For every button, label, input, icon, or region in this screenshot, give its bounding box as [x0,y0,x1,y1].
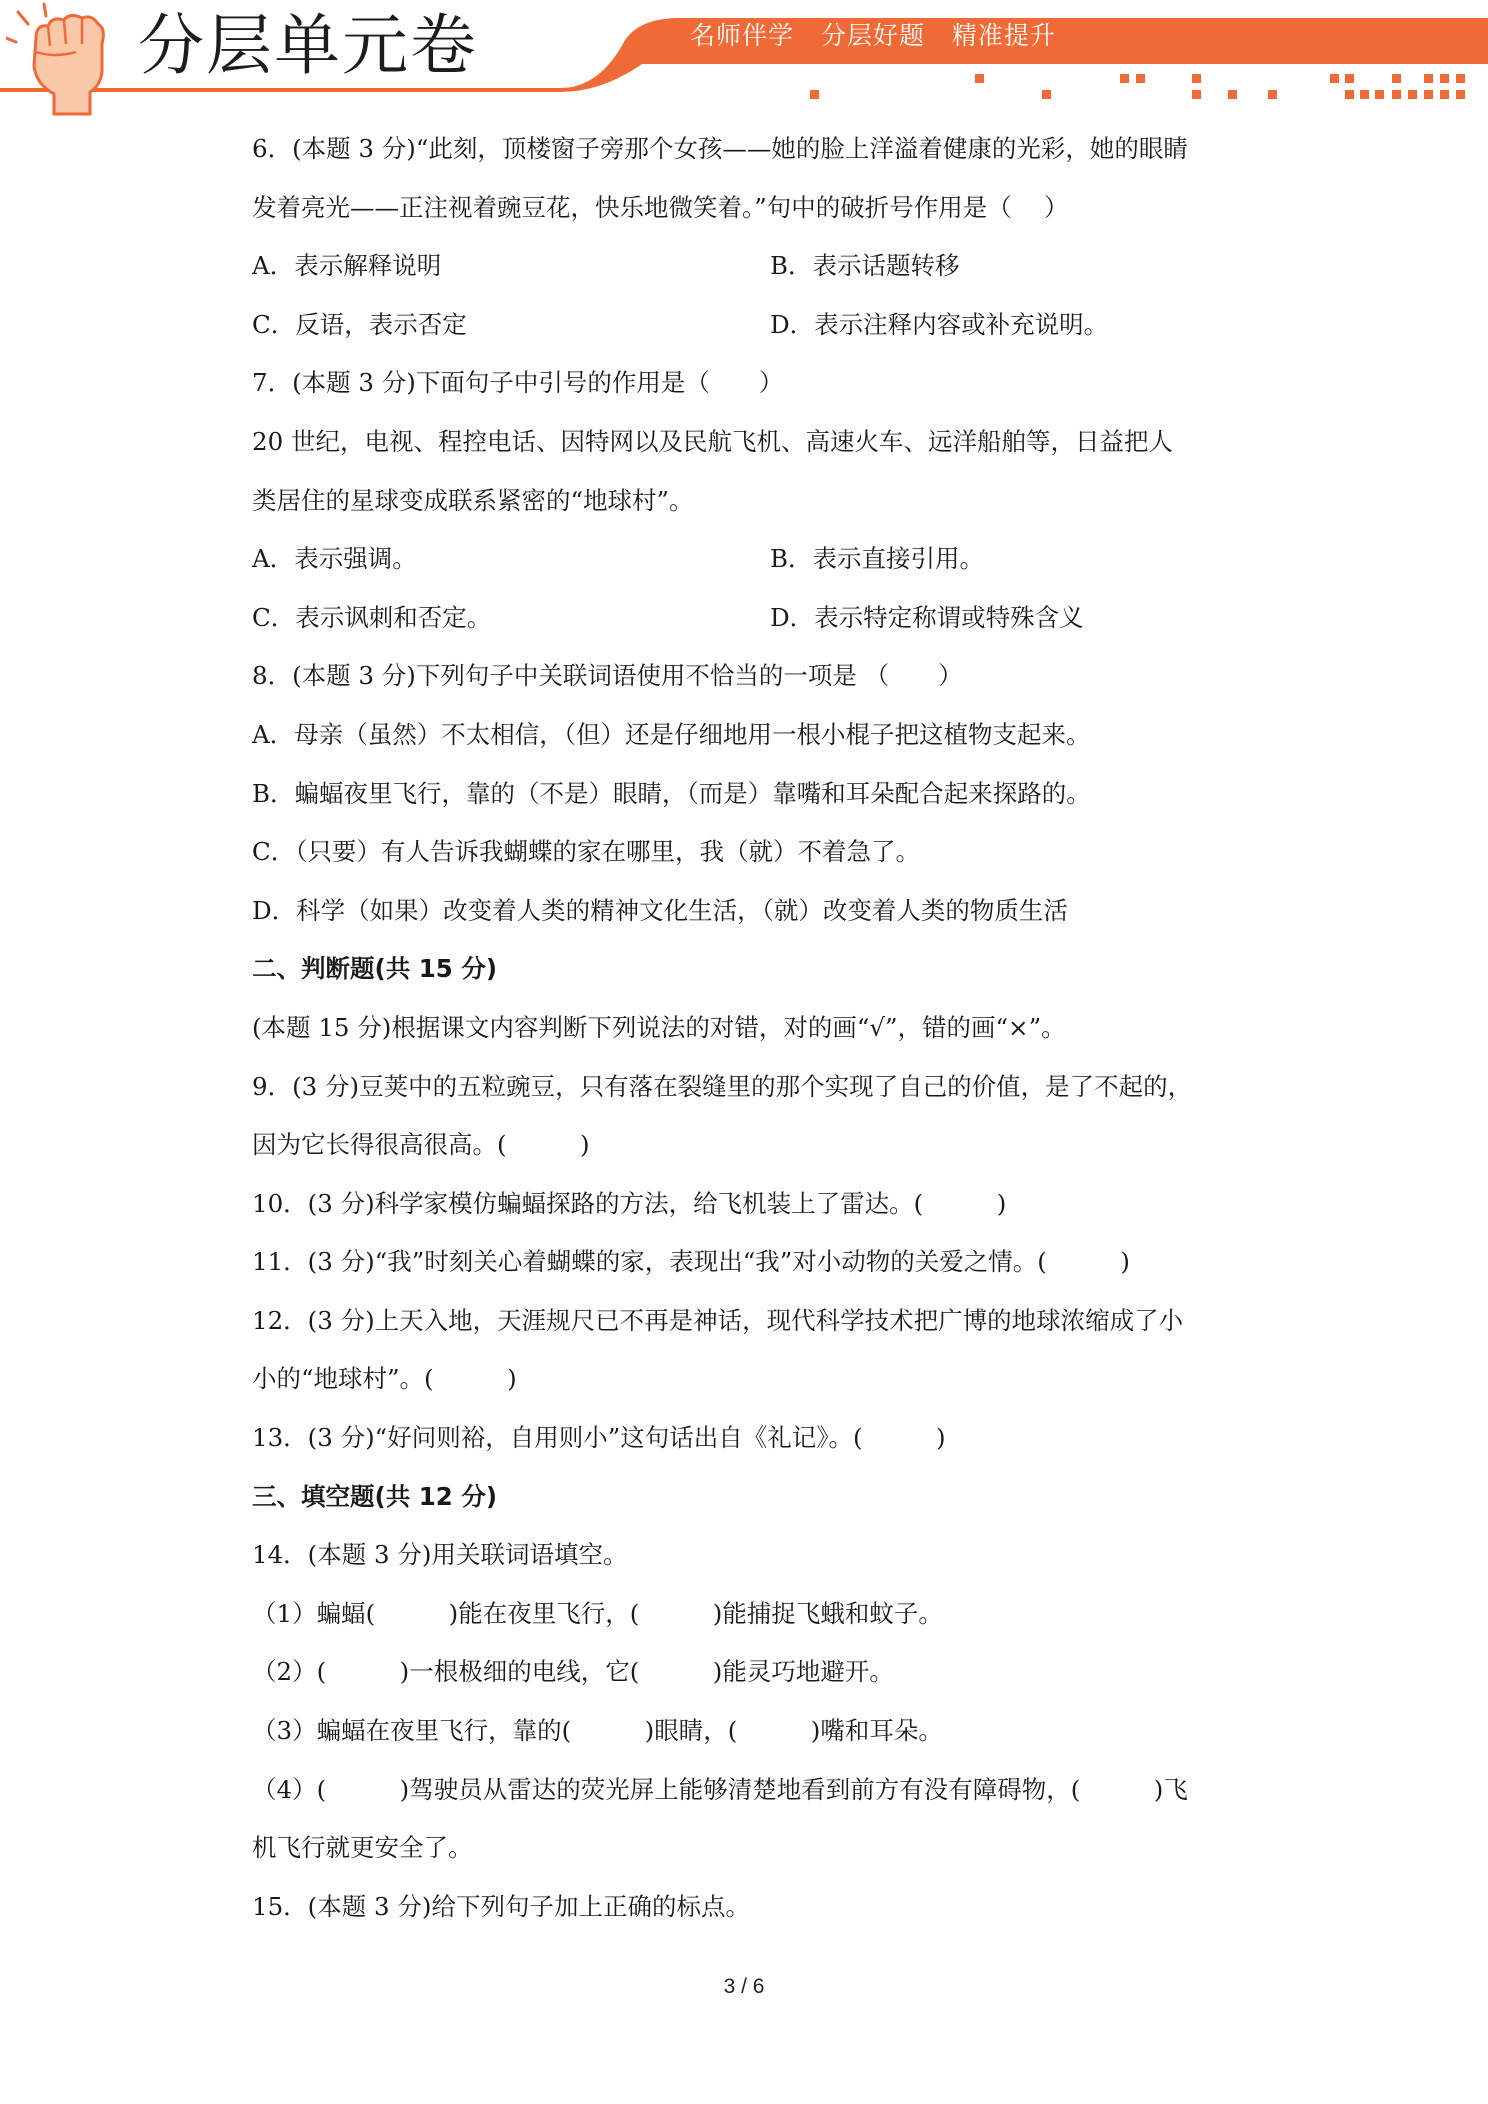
question-9-line-1: 9．(3 分)豆荚中的五粒豌豆，只有落在裂缝里的那个实现了自己的价值，是了不起的， [252,1071,1193,1101]
question-14-part-3: （3）蝙蝠在夜里飞行，靠的( )眼睛，( )嘴和耳朵。 [252,1716,943,1746]
question-14-part-1: （1）蝙蝠( )能在夜里飞行，( )能捕捉飞蛾和蚊子。 [252,1598,943,1628]
question-12-line-1: 12．(3 分)上天入地，天涯规尺已不再是神话，现代科学技术把广博的地球浓缩成了小 [252,1305,1184,1335]
question-8-option-a: A．母亲（虽然）不太相信，（但）还是仔细地用一根小棍子把这植物支起来。 [252,719,1091,749]
header-title: 分层单元卷 [138,7,478,84]
page-number: 3 / 6 [723,1975,765,1998]
question-10: 10．(3 分)科学家模仿蝙蝠探路的方法，给飞机装上了雷达。( ) [252,1188,1007,1218]
question-12-line-2: 小的“地球村”。( ) [252,1364,517,1394]
exam-content [252,120,1262,1936]
header-slogan: 名师伴学 分层好题 精准提升 [690,21,1056,50]
question-13: 13．(3 分)“好问则裕，自用则小”这句话出自《礼记》。( ) [252,1423,946,1453]
question-8-option-c: C．（只要）有人告诉我蝴蝶的家在哪里，我（就）不着急了。 [252,837,920,867]
section-2-intro: (本题 15 分)根据课文内容判断下列说法的对错，对的画“√”，错的画“×”。 [252,1012,1066,1042]
question-6-option-a: A．表示解释说明 [252,251,442,281]
question-6-option-b: B．表示话题转移 [770,251,960,281]
question-8-option-d: D．科学（如果）改变着人类的精神文化生活，（就）改变着人类的物质生活 [252,895,1068,925]
question-8-option-b: B．蝙蝠夜里飞行，靠的（不是）眼睛，（而是）靠嘴和耳朵配合起来探路的。 [252,778,1091,808]
question-6-options-row-2 [252,296,1262,355]
question-7-options-row-1 [252,530,1262,589]
question-9-line-2: 因为它长得很高很高。( ) [252,1130,590,1160]
question-15: 15．(本题 3 分)给下列句子加上正确的标点。 [252,1891,750,1921]
question-7-line-3: 类居住的星球变成联系紧密的“地球村”。 [252,485,694,515]
question-6-line-1: 6．(本题 3 分)“此刻，顶楼窗子旁那个女孩——她的脸上洋溢着健康的光彩，她的眼睛 [252,134,1188,163]
question-14: 14．(本题 3 分)用关联词语填空。 [252,1540,628,1570]
question-6-line-2: 发着亮光——正注视着豌豆花，快乐地微笑着。”句中的破折号作用是（ ） [252,192,1069,222]
section-2-title: 二、判断题(共 15 分) [252,954,498,984]
section-3-title: 三、填空题(共 12 分) [252,1481,498,1511]
question-7-options-row-2 [252,589,1262,648]
question-6-options-row-1 [252,237,1262,296]
question-7-option-a: A．表示强调。 [252,544,417,574]
question-6-option-d: D．表示注释内容或补充说明。 [770,309,1109,339]
question-8-line-1: 8．(本题 3 分)下列句子中关联词语使用不恰当的一项是 （ ） [252,661,963,691]
question-7-line-1: 7．(本题 3 分)下面句子中引号的作用是（ ） [252,368,784,398]
fist-icon [6,2,126,118]
question-7-option-c: C．表示讽刺和否定。 [252,602,492,632]
question-7-line-2: 20 世纪，电视、程控电话、因特网以及民航飞机、高速火车、远洋船舶等，日益把人 [252,426,1173,456]
question-7-option-b: B．表示直接引用。 [770,544,985,574]
page-header [0,0,1488,120]
question-6-option-c: C．反语，表示否定 [252,309,467,339]
question-11: 11．(3 分)“我”时刻关心着蝴蝶的家，表现出“我”对小动物的关爱之情。( ) [252,1247,1130,1277]
question-14-part-4-line-2: 机飞行就更安全了。 [252,1833,473,1863]
question-14-part-4-line-1: （4）( )驾驶员从雷达的荧光屏上能够清楚地看到前方有没有障碍物，( )飞 [252,1774,1188,1804]
question-14-part-2: （2）( )一根极细的电线，它( )能灵巧地避开。 [252,1657,894,1687]
question-7-option-d: D．表示特定称谓或特殊含义 [770,602,1084,632]
